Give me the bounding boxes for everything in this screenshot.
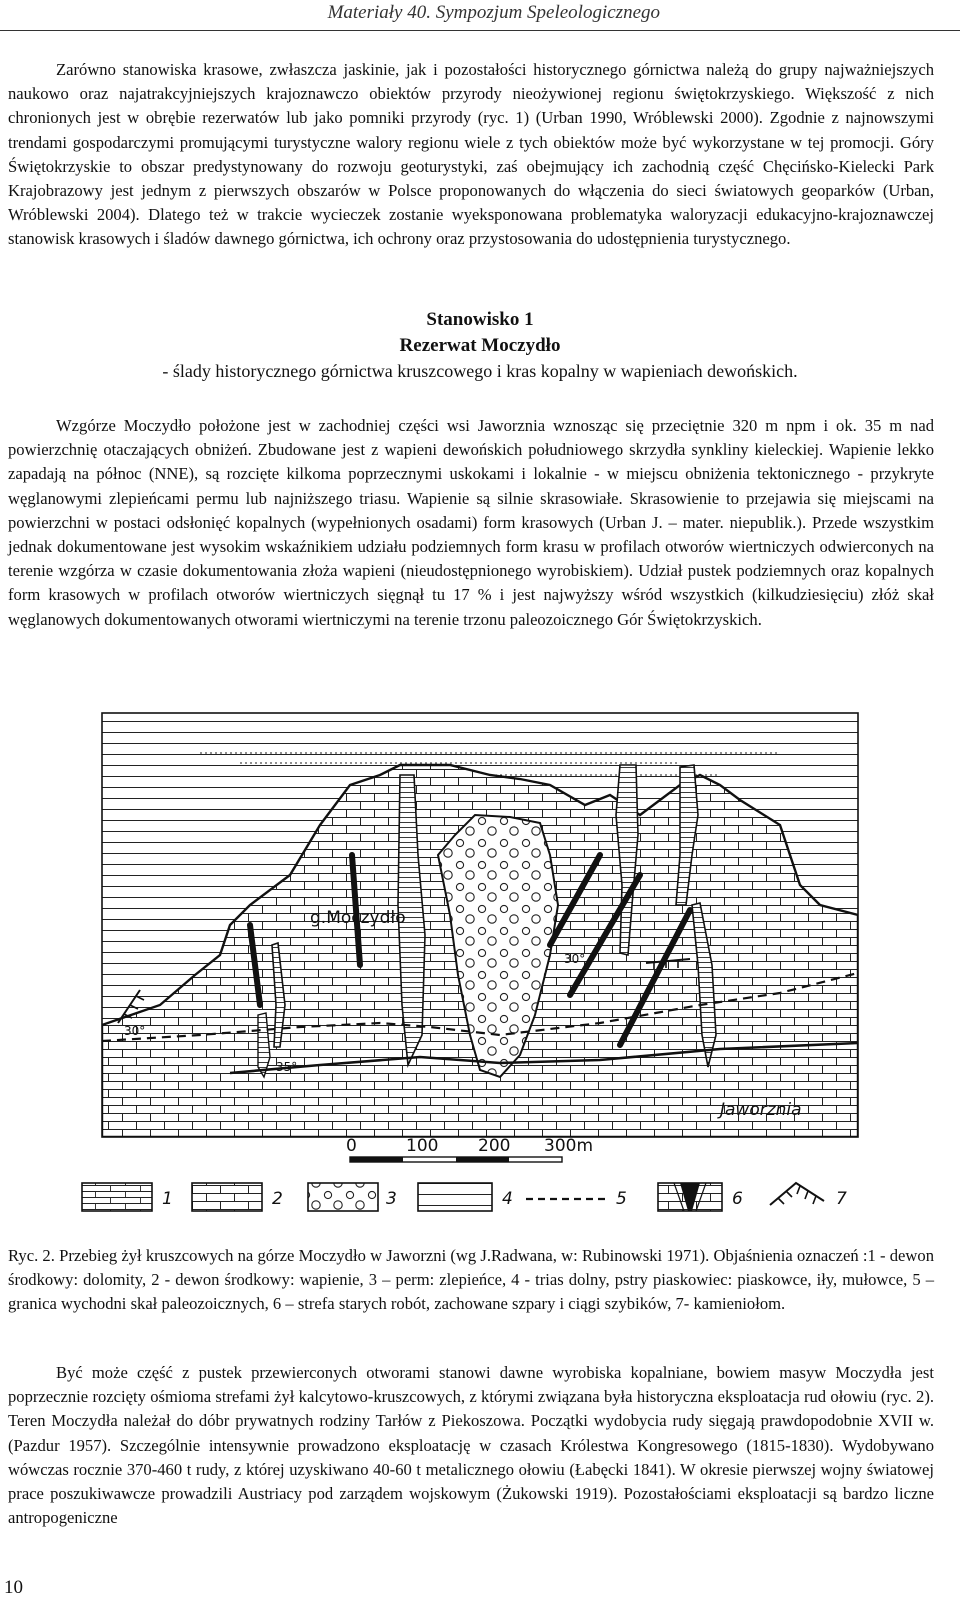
section-subtitle: Rezerwat Moczydło bbox=[399, 335, 561, 356]
journal-title: Materiały 40. Sympozjum Speleologicznego bbox=[327, 2, 660, 23]
angle-label-3: 30° bbox=[564, 952, 586, 966]
legend-number-3: 3 bbox=[386, 1189, 397, 1209]
legend-swatch-2 bbox=[192, 1183, 262, 1211]
body-paragraph-history: Być może część z pustek przewierconych otworami stanowi dawne wyrobiska kopalniane, bowiem masyw Moczydła jest poprzecznie rozcięty ośmioma strefami żył kalcytowo-kruszcowych, z którymi związana była historyczna eksploatacja rud ołowiu (ryc. 2). Teren Moczydła należał do dóbr prywatnych rodziny Tarłów z Piekoszowa. Początki wydobycia rudy sięgają prawdopodobnie XVII w. (Pazdur 1957). Szczególnie intensywnie prowadzono eksploatację w czasach Królestwa Kongresowego (1815-1830). Wydobywano wówczas rocznie 370-460 t rudy, z której uzyskiwano 40-60 t metalicznego ołowiu (Łabęcki 1841). W okresie pierwszej wojny światowej prace poszukiwawcze prowadzili Austriacy pod zarządem wojskowym (Żukowski 1919). Pozostałościami eksploatacji są bardzo liczne antropogeniczne bbox=[8, 1363, 934, 1528]
village-label: Jaworznia bbox=[720, 1100, 802, 1120]
legend-number-4: 4 bbox=[502, 1189, 513, 1209]
geological-cross-section bbox=[80, 705, 880, 1225]
legend-number-5: 5 bbox=[616, 1189, 627, 1209]
figure-legend bbox=[82, 1183, 847, 1211]
section-description: - ślady historycznego górnictwa kruszcowego i kras kopalny w wapieniach dewońskich. bbox=[162, 361, 798, 381]
legend-number-2: 2 bbox=[272, 1189, 283, 1209]
legend-swatch-6 bbox=[658, 1183, 722, 1211]
running-header bbox=[0, 0, 960, 42]
scale-label-300m: 300m bbox=[544, 1136, 594, 1156]
cross-section-body bbox=[102, 713, 858, 1137]
geological-figure bbox=[80, 705, 880, 1225]
scale-label-100: 100 bbox=[406, 1136, 439, 1156]
legend-number-1: 1 bbox=[162, 1189, 173, 1209]
legend-swatch-7 bbox=[770, 1183, 824, 1205]
legend-number-6: 6 bbox=[732, 1189, 743, 1209]
legend-swatch-3 bbox=[308, 1183, 378, 1211]
hill-label: g.Moczydło bbox=[310, 908, 406, 928]
section-title: Stanowisko 1 bbox=[426, 309, 534, 330]
legend-swatch-1 bbox=[82, 1183, 152, 1211]
body-paragraph-moczydlo: Wzgórze Moczydło położone jest w zachodniej części wsi Jaworznia wznosząc się przeciętnie 320 m npm i ok. 35 m nad powierzchnię otaczających obniżeń. Zbudowane jest z wapieni dewońskich południowego skrzydła synkliny kieleckiej. Wapienie lekko zapadają na północ (NNE), są rozcięte kilkoma poprzecznymi uskokami i lokalnie - w miejscu obniżenia tektonicznego - przykryte węglanowymi zlepieńcami permu lub najniższego triasu. Wapienie są silnie skrasowiałe. Skrasowienie to przejawia się miejscami na powierzchni w postaci odsłonięć kopalnych (wypełnionych osadami) form krasowych (Urban J. – mater. niepublik.). Przede wszystkim jednak dokumentowane jest wysokim wskaźnikiem udziału podziemnych form krasu w profilach otworów wiertniczych odwierconych na terenie wzgórza w czasie dokumentowania złoża wapieni (nieudostępnionego wyrobiskiem). Udział pustek podziemnych oraz kopalnych form krasowych w profilach otworów wiertniczych sięgnął tu 17 % i jest najwyższy wśród wszystkich (kilkudziesięciu) złóż skał węglanowych dokumentowanych otworami wiertniczymi na terenie trzonu paleozoicznego Gór Świętokrzyskich. bbox=[8, 416, 934, 629]
intro-paragraph: Zarówno stanowiska krasowe, zwłaszcza jaskinie, jak i pozostałości historycznego górnictwa należą do grupy najważniejszych naukowo oraz najatrakcyjniejszych krajoznawczo obiektów przyrody nieożywionej regionu świętokrzyskiego. Większość z nich chronionych jest w obrębie rezerwatów lub jako pomniki przyrody (ryc. 1) (Urban 1990, Wróblewski 2000). Zgodnie z najnowszymi trendami gospodarczymi promującymi turystyczne walory regionu wiele z tych obiektów może być wykorzystane w tej promocji. Góry Świętokrzyskie to obszar predystynowany do rozwoju geoturystyki, zaś obejmujący ich zachodnią część Chęcińsko-Kielecki Park Krajobrazowy jest jednym z pierwszych obszarów w Polsce proponowanych do włączenia do sieci światowych geoparków (Urban, Wróblewski 2004). Dlatego też w trakcie wycieczek zostanie wyeksponowana problematyka waloryzacji edukacyjno-krajoznawczej stanowisk krasowych i śladów dawnego górnictwa, ich ochrony oraz przystosowania do udostępnienia turystycznego. bbox=[8, 60, 934, 249]
legend-swatch-4 bbox=[418, 1183, 492, 1211]
scale-label-200: 200 bbox=[478, 1136, 511, 1156]
page-number: 10 bbox=[4, 1577, 23, 1598]
scale-bar bbox=[346, 1136, 593, 1162]
angle-label-2: 35° bbox=[276, 1060, 298, 1074]
header-rule bbox=[0, 30, 960, 31]
scale-label-0: 0 bbox=[346, 1136, 357, 1156]
angle-label-1: 30° bbox=[124, 1024, 146, 1038]
legend-number-7: 7 bbox=[836, 1189, 847, 1209]
figure-caption: Ryc. 2. Przebieg żył kruszcowych na górze Moczydło w Jaworzni (wg J.Radwana, w: Rubinowski 1971). Objaśnienia oznaczeń :1 - dewon środkowy: dolomity, 2 - dewon środkowy: wapienie, 3 – perm: zlepieńce, 4 - trias dolny, pstry piaskowiec: piaskowce, iły, mułowce, 5 – granica wychodni skał paleozoicznych, 6 – strefa starych robót, zachowane szpary i ciągi szybików, 7- kamieniołom. bbox=[8, 1246, 934, 1314]
